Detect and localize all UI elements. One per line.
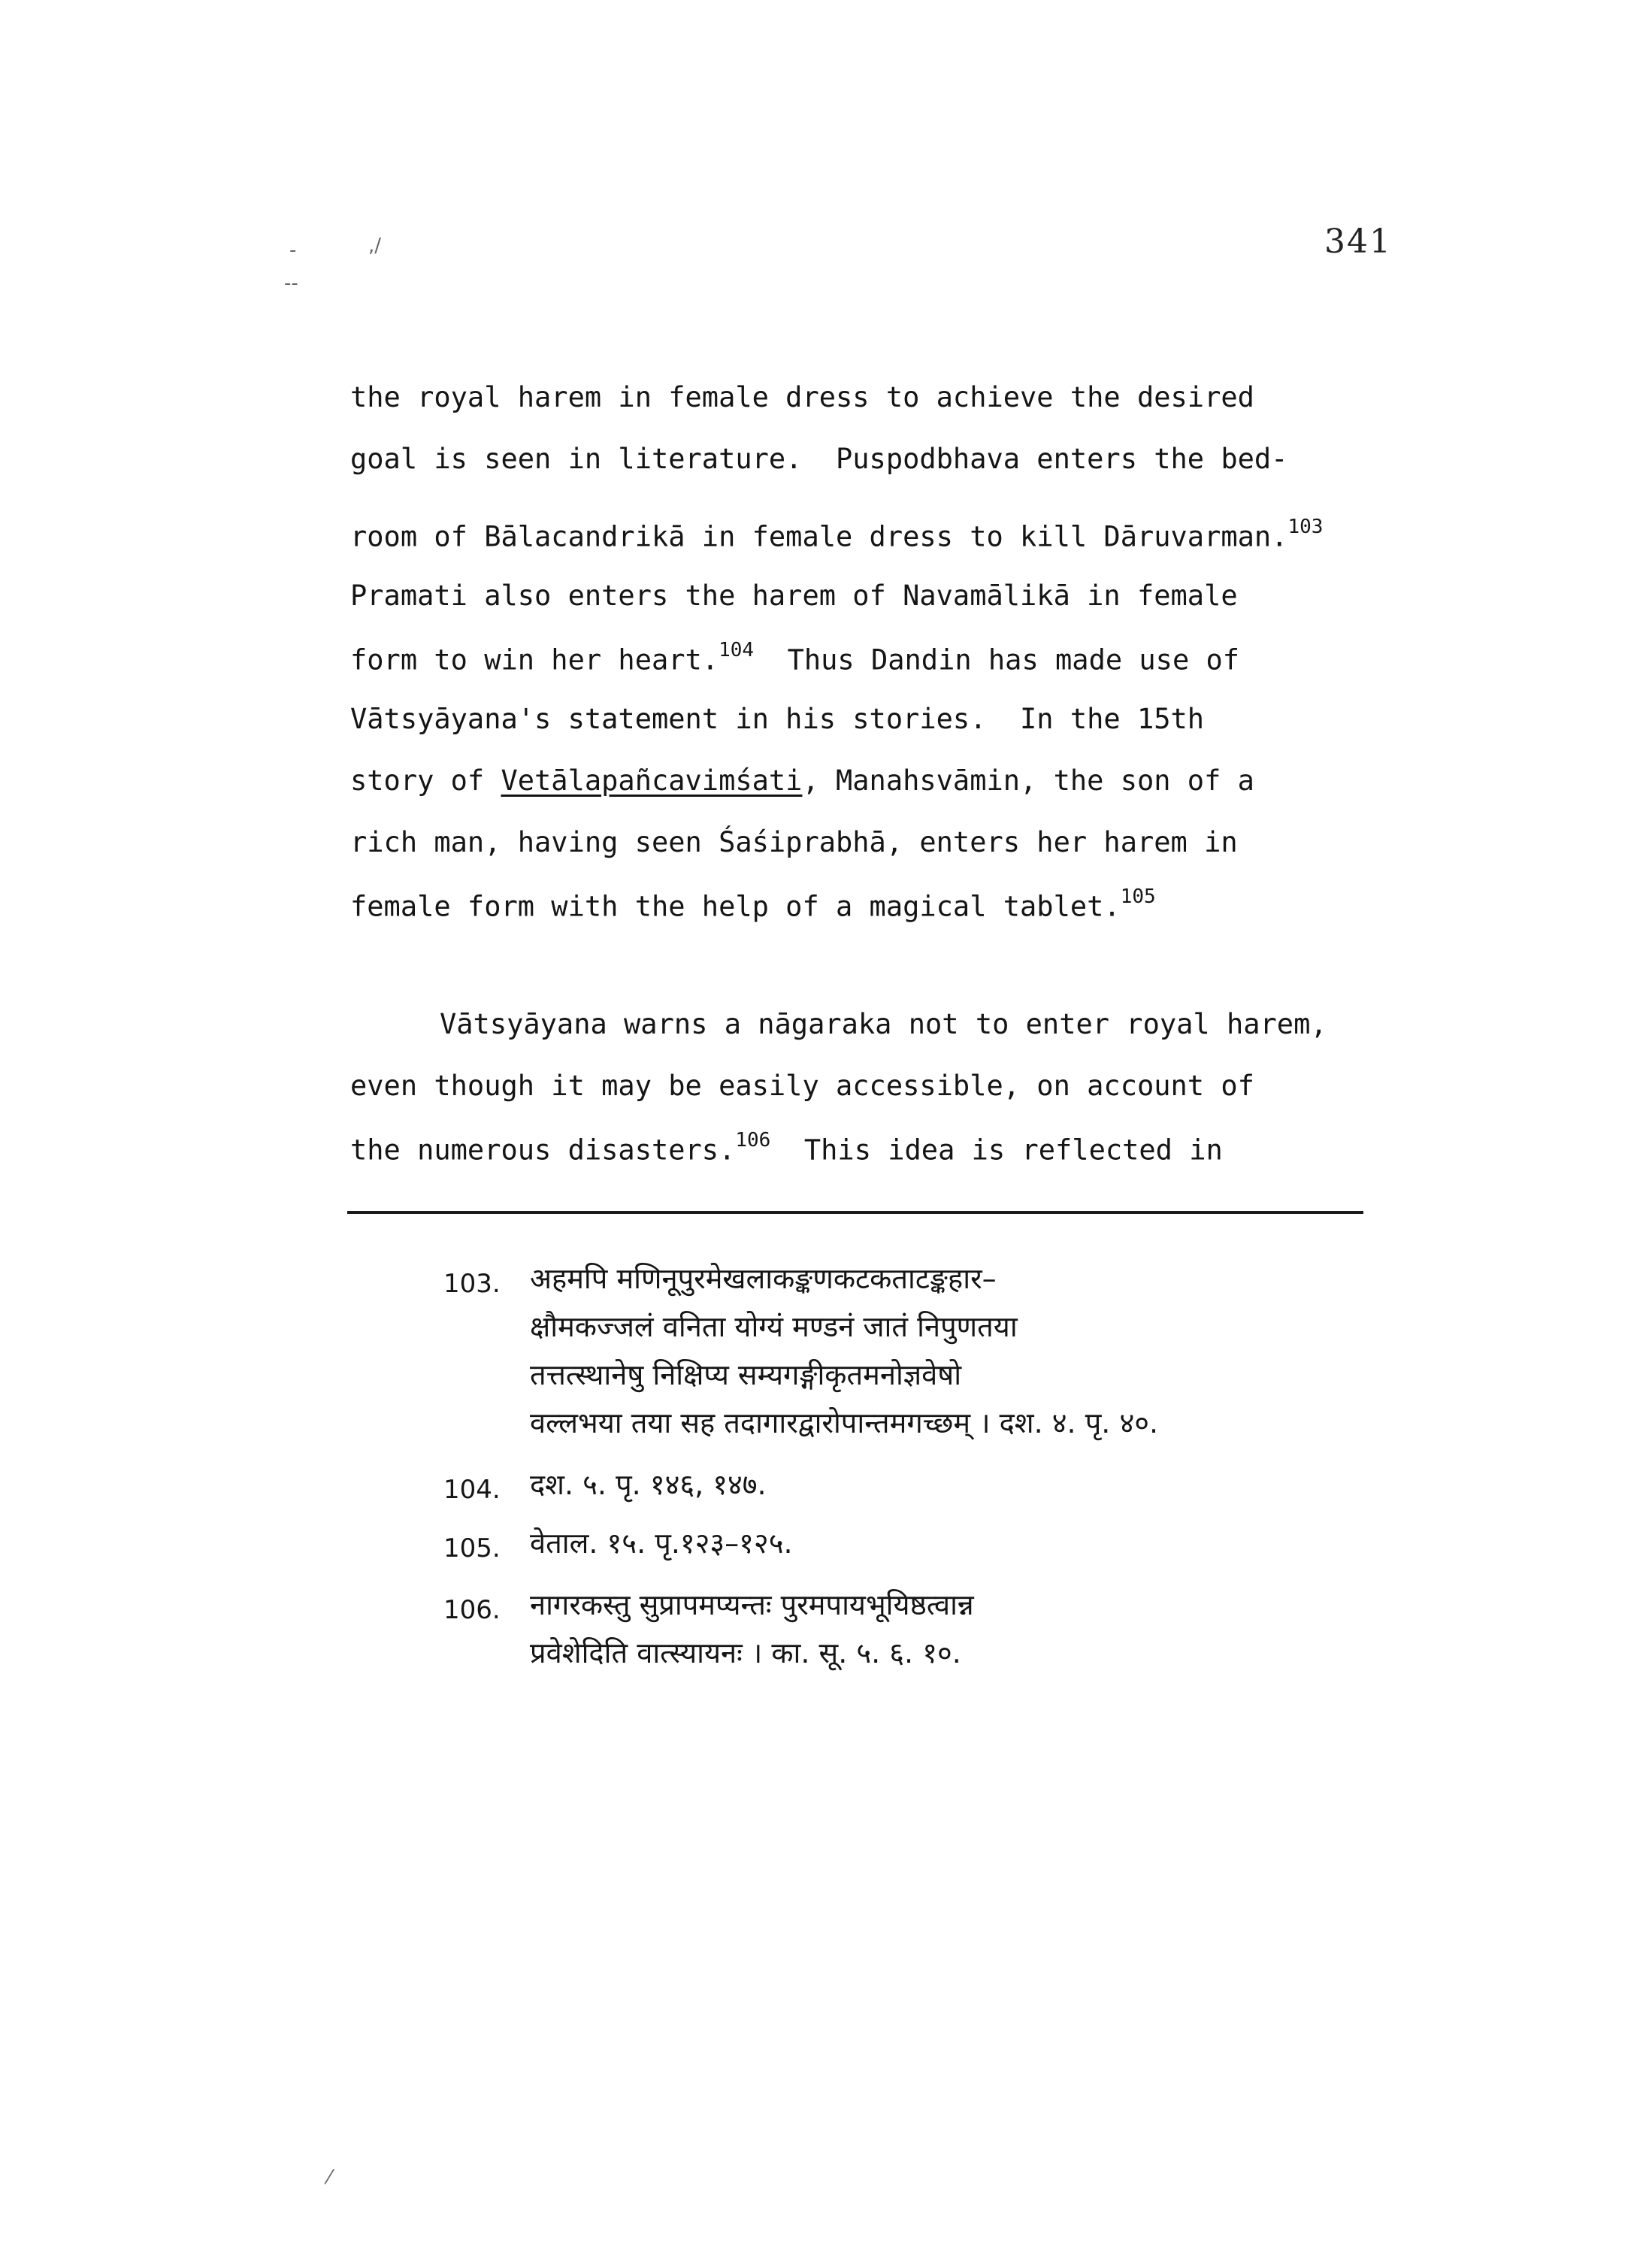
body-text: story of — [350, 764, 501, 797]
footnote-number: 103. — [443, 1269, 501, 1299]
footnote-ref: 104 — [719, 639, 755, 661]
body-line — [350, 639, 1240, 676]
body-line: Vātsyāyana's statement in his stories. In the 15th — [350, 703, 1205, 735]
body-line: even though it may be easily accessible, on account of — [350, 1070, 1254, 1102]
body-line: Vātsyāyana warns a nāgaraka not to enter royal harem, — [440, 1008, 1327, 1040]
footnote-number: 106. — [443, 1595, 501, 1625]
footnote-ref: 106 — [735, 1129, 771, 1152]
footnote-ref: 103 — [1287, 516, 1324, 538]
body-text: female form with the help of a magical tablet. — [350, 890, 1121, 923]
scan-mark: ,/ — [368, 235, 382, 257]
page-number: 341 — [1324, 222, 1392, 261]
scan-mark: ⁄ — [328, 2166, 331, 2189]
scan-mark: -- — [284, 272, 298, 295]
body-line: rich man, having seen Śaśiprabhā, enters her harem in — [350, 826, 1238, 858]
footnote-line: प्रवेशेदिति वात्स्यायनः । का. सू. ५. ६. १०. — [530, 1636, 961, 1669]
body-text: form to win her heart. — [350, 643, 719, 676]
body-line — [350, 1129, 1223, 1167]
footnote-number: 104. — [443, 1475, 501, 1505]
body-line — [350, 764, 1254, 797]
scan-mark: - — [289, 239, 297, 262]
body-text: This idea is reflected in — [770, 1134, 1223, 1167]
body-line — [350, 516, 1324, 553]
footnote-line: नागरकस्तु सुप्रापमप्यन्तः पुरमपायभूयिष्ठत्वान्न — [530, 1588, 974, 1621]
footnote-line: दश. ५. पृ. १४६, १४७. — [530, 1468, 767, 1501]
footnote-number: 105. — [443, 1533, 501, 1563]
body-text: room of Bālacandrikā in female dress to kill Dāruvarman. — [350, 520, 1288, 553]
footnote-line: तत्तत्स्थानेषु निक्षिप्य सम्यगङ्गीकृतमनोज्ञवेषो — [530, 1358, 962, 1391]
body-line: goal is seen in literature. Puspodbhava enters the bed- — [350, 443, 1288, 475]
body-line: the royal harem in female dress to achieve the desired — [350, 381, 1254, 413]
body-text: the numerous disasters. — [350, 1134, 736, 1167]
footnote-line: वल्लभया तया सह तदागारद्वारोपान्तमगच्छम् । दश. ४. पृ. ४०. — [530, 1406, 1159, 1439]
footnote-divider — [347, 1211, 1363, 1214]
body-line: Pramati also enters the harem of Navamālikā in female — [350, 580, 1238, 612]
footnote-ref: 105 — [1120, 885, 1156, 908]
body-line — [350, 885, 1156, 923]
body-text: Thus Dandin has made use of — [754, 643, 1240, 676]
footnote-line: अहमपि मणिनूपुरमेखलाकङ्कणकटकताटङ्कहार– — [530, 1262, 997, 1295]
footnote-line: क्षौमकज्जलं वनिता योग्यं मण्डनं जातं निपुणतया — [530, 1310, 1018, 1343]
footnote-line: वेताल. १५. पृ.१२३–१२५. — [530, 1527, 793, 1560]
body-text: , Manahsvāmin, the son of a — [802, 764, 1254, 797]
work-title: Vetālapañcavimśati — [501, 764, 803, 797]
